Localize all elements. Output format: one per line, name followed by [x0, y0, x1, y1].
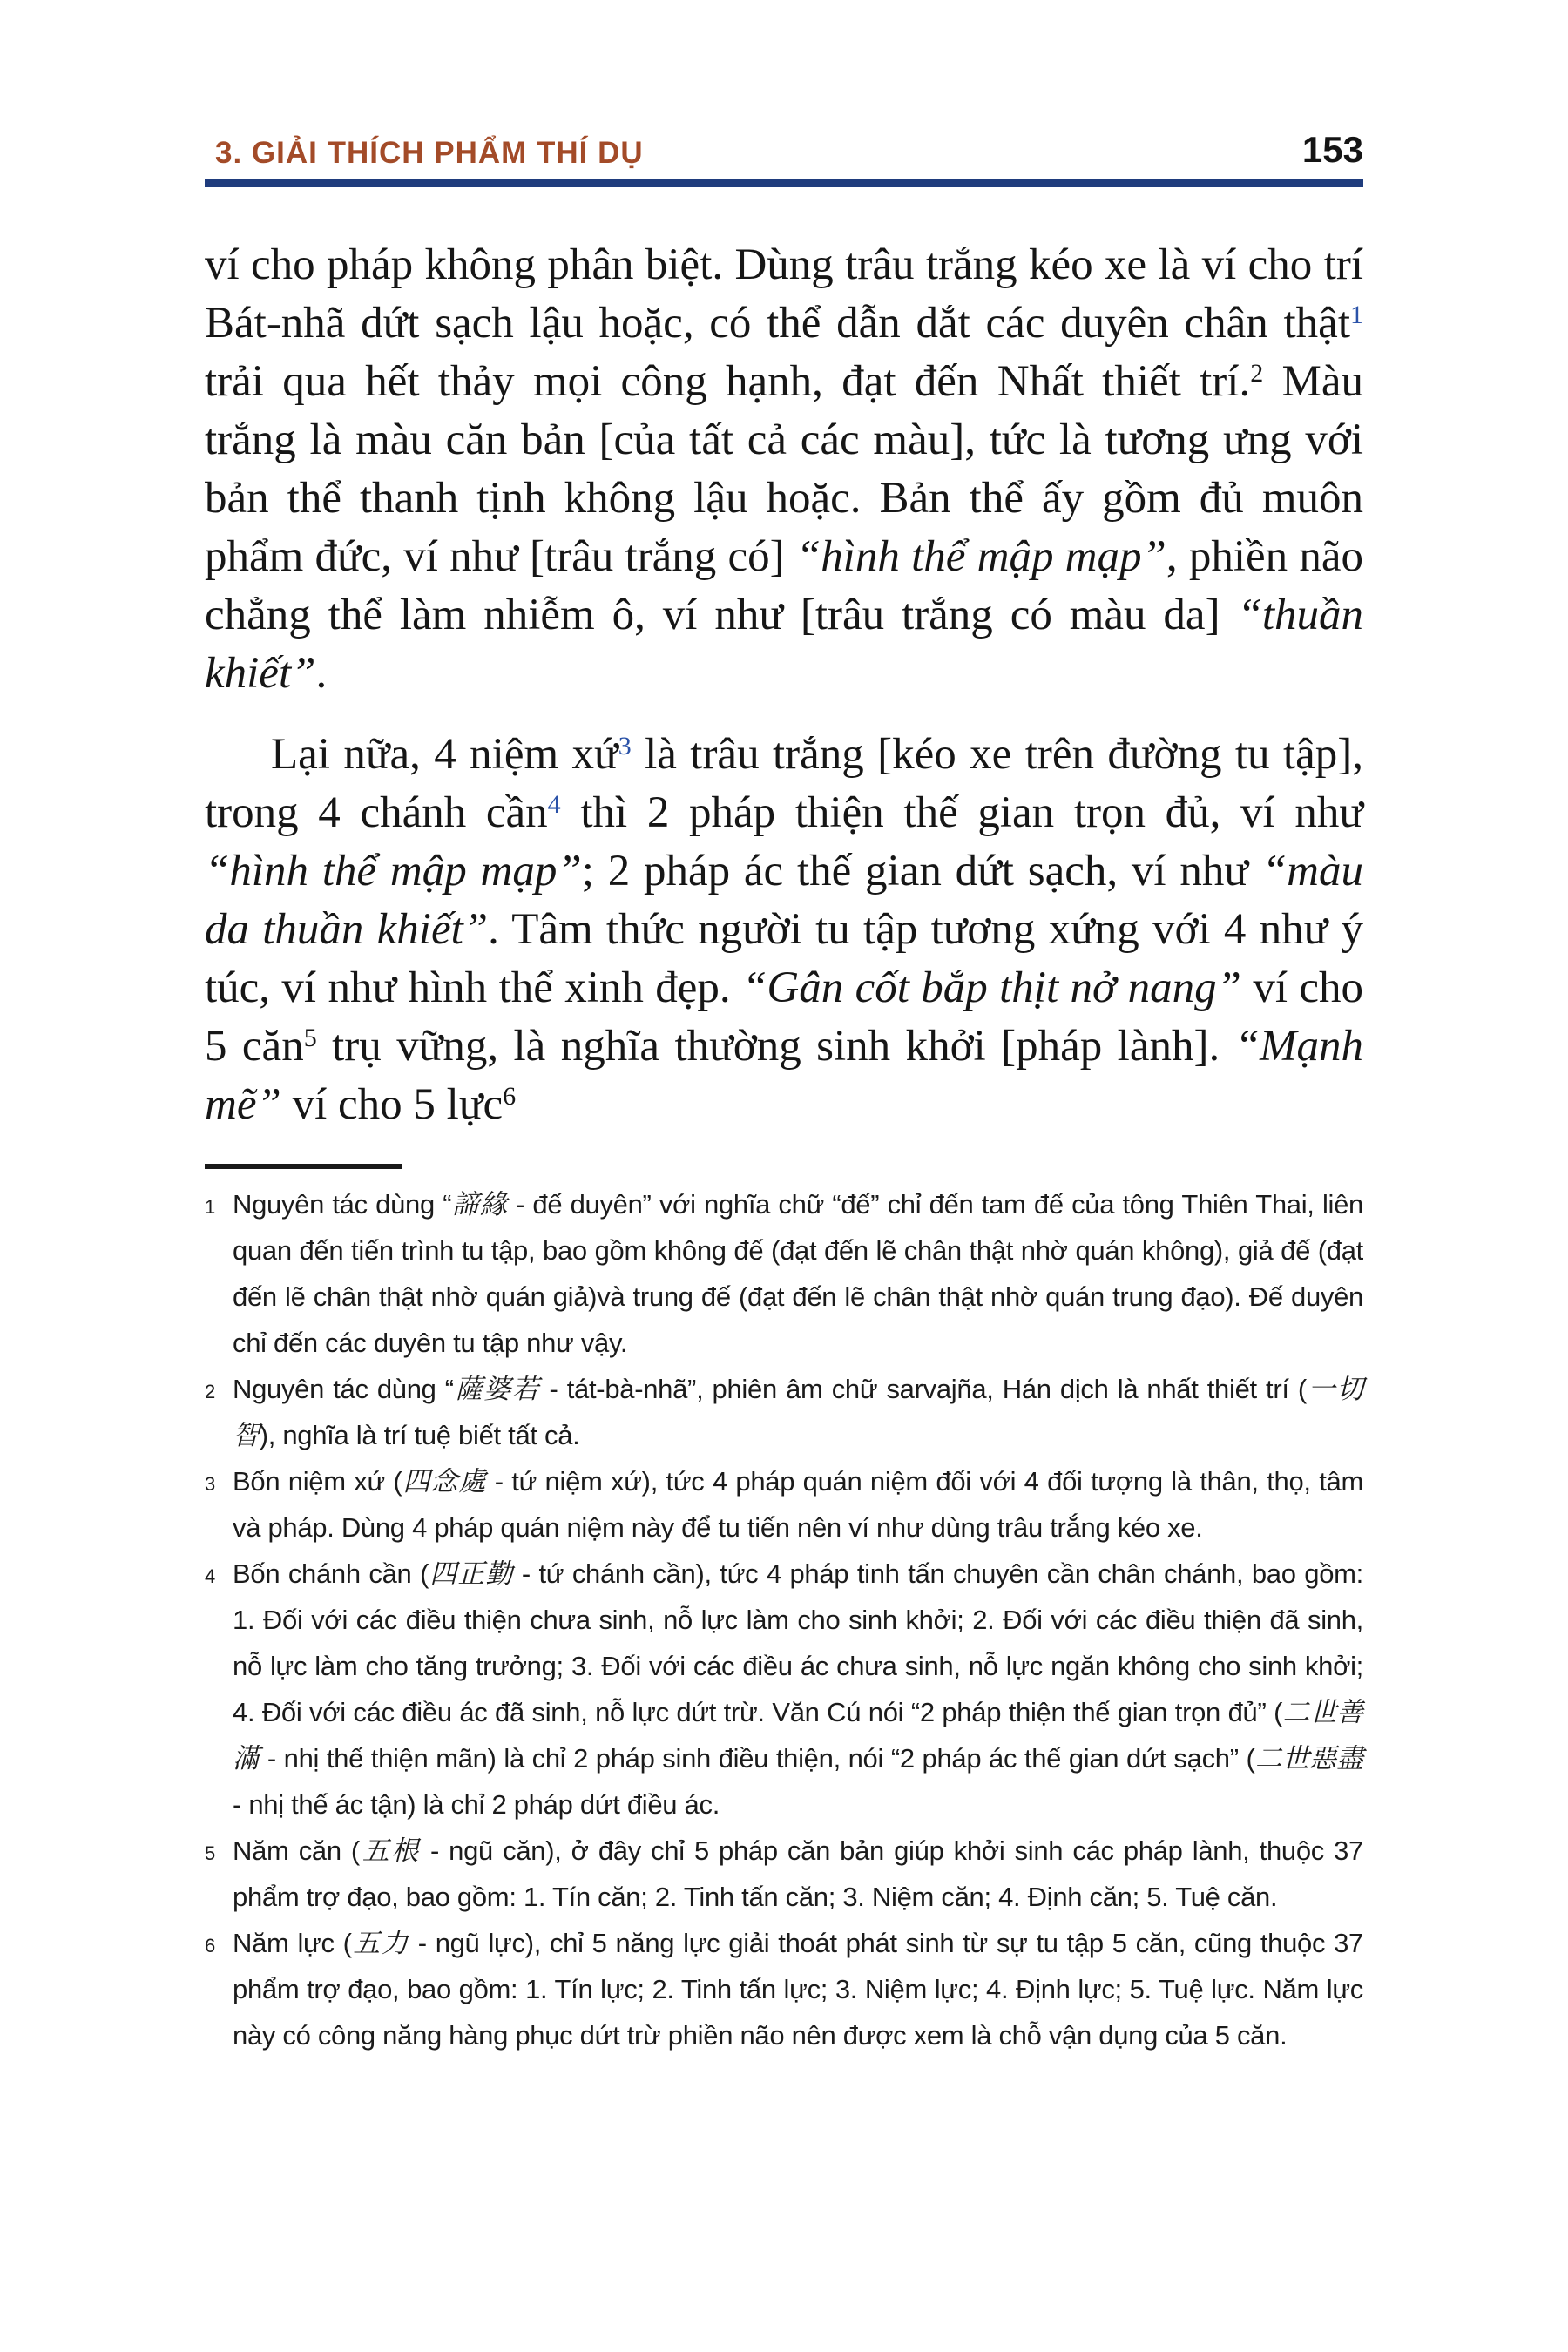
text-segment: Bốn niệm xứ (	[233, 1466, 402, 1497]
text-segment: - ngũ căn), ở đây chỉ 5 pháp căn bản giúp khởi sinh các pháp lành, thuộc 37 phẩm trợ đạo, bao gồm: 1. Tín căn; 2. Tinh tấn căn; 3. Niệm căn; 4. Định căn; 5. Tuệ căn.	[233, 1835, 1363, 1912]
footnotes	[205, 1181, 1363, 2058]
text-segment: 二世善滿	[233, 1697, 1363, 1774]
footnote-ref: 1	[1350, 301, 1363, 329]
text-segment: - ngũ lực), chỉ 5 năng lực giải thoát phát sinh từ sự tu tập 5 căn, cũng thuộc 37 phẩm trợ đạo, bao gồm: 1. Tín lực; 2. Tinh tấn lực; 3. Niệm lực; 4. Định lực; 5. Tuệ lực. Năm lực này có công năng hàng phục dứt trừ phiền não nên được xem là chỗ vận dụng của 5 căn.	[233, 1928, 1363, 2051]
text-segment: trải qua hết thảy mọi công hạnh, đạt đến Nhất thiết trí.	[205, 357, 1251, 406]
text-segment: 五力	[351, 1928, 409, 1958]
footnote-number: 4	[205, 1565, 215, 1587]
footnote-number: 1	[205, 1196, 215, 1218]
text-segment: Năm lực (	[233, 1928, 352, 1958]
footnote-ref: 4	[547, 790, 561, 819]
text-segment: thì 2 pháp thiện thế gian trọn đủ, ví như	[560, 788, 1363, 837]
footnote-ref: 5	[303, 1024, 317, 1052]
footnote-number: 6	[205, 1935, 215, 1957]
text-segment: “hình thể mập mạp”	[205, 847, 582, 896]
text-segment: - tứ chánh cần), tức 4 pháp tinh tấn chuyên cần chân chánh, bao gồm: 1. Đối với các điều thiện chưa sinh, nỗ lực làm cho sinh khởi; 2. Đối với các điều thiện đã sinh, nỗ lực làm cho tăng trưởng; 3. Đối với các điều ác chưa sinh, nỗ lực ngăn không cho sinh khởi; 4. Đối với các điều ác đã sinh, nỗ lực dứt trừ. Văn Cú nói “2 pháp thiện thế gian trọn đủ” (	[233, 1558, 1363, 1727]
text-segment: Năm căn (	[233, 1835, 360, 1866]
footnote-ref: 6	[503, 1082, 517, 1111]
text-segment: “Mạnh mẽ”	[205, 1022, 1364, 1129]
text-segment: “màu da thuần khiết”	[205, 847, 1363, 954]
text-segment: Bốn chánh cần (	[233, 1558, 429, 1589]
page-number: 153	[1301, 129, 1363, 170]
text-segment: 二世惡盡	[1254, 1743, 1363, 1774]
text-segment: 四念處	[402, 1466, 487, 1497]
text-segment: 一切智	[233, 1374, 1363, 1450]
text-segment: ), nghĩa là trí tuệ biết tất cả.	[259, 1420, 580, 1450]
text-segment: , phiền não chẳng thể làm nhiễm ô, ví như [trâu trắng có màu da]	[205, 532, 1363, 639]
text-segment: “hình thể mập mạp”	[795, 532, 1166, 581]
footnote-item-4	[205, 1551, 1363, 1828]
footnote-text	[233, 1189, 1363, 1358]
text-segment: - nhị thế thiện mãn) là chỉ 2 pháp sinh điều thiện, nói “2 pháp ác thế gian dứt sạch” (	[260, 1743, 1255, 1774]
footnote-text	[233, 1466, 1363, 1543]
footnote-text	[233, 1928, 1363, 2051]
text-segment: Nguyên tác dùng “	[233, 1189, 452, 1220]
page-header	[205, 129, 1363, 171]
footnote-text	[233, 1558, 1363, 1820]
text-segment: là trâu trắng [kéo xe trên đường tu tập], trong 4 chánh cần	[205, 730, 1363, 837]
text-segment: 四正勤	[429, 1558, 514, 1589]
text-segment: ; 2 pháp ác thế gian dứt sạch, ví như	[581, 847, 1262, 896]
footnote-item-1	[205, 1181, 1363, 1366]
footnote-text	[233, 1374, 1363, 1450]
text-segment: 諦緣	[451, 1189, 508, 1220]
footnote-item-2	[205, 1366, 1363, 1458]
text-segment: “thuần khiết”	[205, 591, 1363, 698]
footnote-ref: 2	[1250, 359, 1264, 388]
text-segment: ví cho pháp không phân biệt. Dùng trâu trắng kéo xe là ví cho trí Bát-nhã dứt sạch lậu hoặc, có thể dẫn dắt các duyên chân thật	[205, 240, 1363, 348]
body-text	[205, 236, 1363, 1134]
paragraph-2	[205, 726, 1363, 1134]
text-segment: Màu trắng là màu căn bản [của tất cả các màu], tức là tương ưng với bản thể thanh tịnh không lậu hoặc. Bản thể ấy gồm đủ muôn phẩm đức, ví như [trâu trắng có]	[205, 357, 1363, 581]
footnote-separator	[205, 1164, 402, 1169]
footnote-number: 3	[205, 1473, 215, 1495]
text-segment: - tát-bà-nhã”, phiên âm chữ sarvajña, Hán dịch là nhất thiết trí (	[540, 1374, 1307, 1404]
text-segment: Lại nữa, 4 niệm xứ	[271, 730, 618, 779]
footnote-item-3	[205, 1458, 1363, 1551]
footnote-ref: 3	[618, 732, 632, 760]
running-head: 3. GIẢI THÍCH PHẨM THÍ DỤ	[215, 136, 644, 170]
header-rule	[205, 179, 1363, 187]
text-segment: Nguyên tác dùng “	[233, 1374, 454, 1404]
footnote-number: 5	[205, 1842, 215, 1864]
footnote-text	[233, 1835, 1363, 1912]
text-segment: - nhị thế ác tận) là chỉ 2 pháp dứt điều ác.	[233, 1789, 720, 1820]
text-segment: - đế duyên” với nghĩa chữ “đế” chỉ đến tam đế của tông Thiên Thai, liên quan đến tiến trình tu tập, bao gồm không đế (đạt đến lẽ chân thật nhờ quán không), giả đế (đạt đến lẽ chân thật nhờ quán giả)và trung đế (đạt đến lẽ chân thật nhờ quán trung đạo). Đế duyên chỉ đến các duyên tu tập như vậy.	[233, 1189, 1363, 1358]
text-segment: - tứ niệm xứ), tức 4 pháp quán niệm đối với 4 đối tượng là thân, thọ, tâm và pháp. Dùng 4 pháp quán niệm này để tu tiến nên ví như dùng trâu trắng kéo xe.	[233, 1466, 1364, 1543]
text-segment: trụ vững, là nghĩa thường sinh khởi [pháp lành].	[316, 1022, 1235, 1071]
text-segment: 薩婆若	[453, 1374, 541, 1404]
paragraph-1	[205, 236, 1363, 703]
text-segment: ví cho 5 căn	[205, 963, 1363, 1071]
footnote-number: 2	[205, 1381, 215, 1402]
text-segment: ví cho 5 lực	[280, 1080, 504, 1129]
footnote-item-6	[205, 1920, 1363, 2058]
text-segment: 五根	[359, 1835, 421, 1866]
text-segment: “Gân cốt bắp thịt nở nang”	[742, 963, 1241, 1012]
page-content	[205, 0, 1363, 2058]
footnote-item-5	[205, 1828, 1363, 1920]
text-segment: .	[315, 649, 328, 698]
text-segment: . Tâm thức người tu tập tương xứng với 4 như ý túc, ví như hình thể xinh đẹp.	[205, 905, 1363, 1012]
